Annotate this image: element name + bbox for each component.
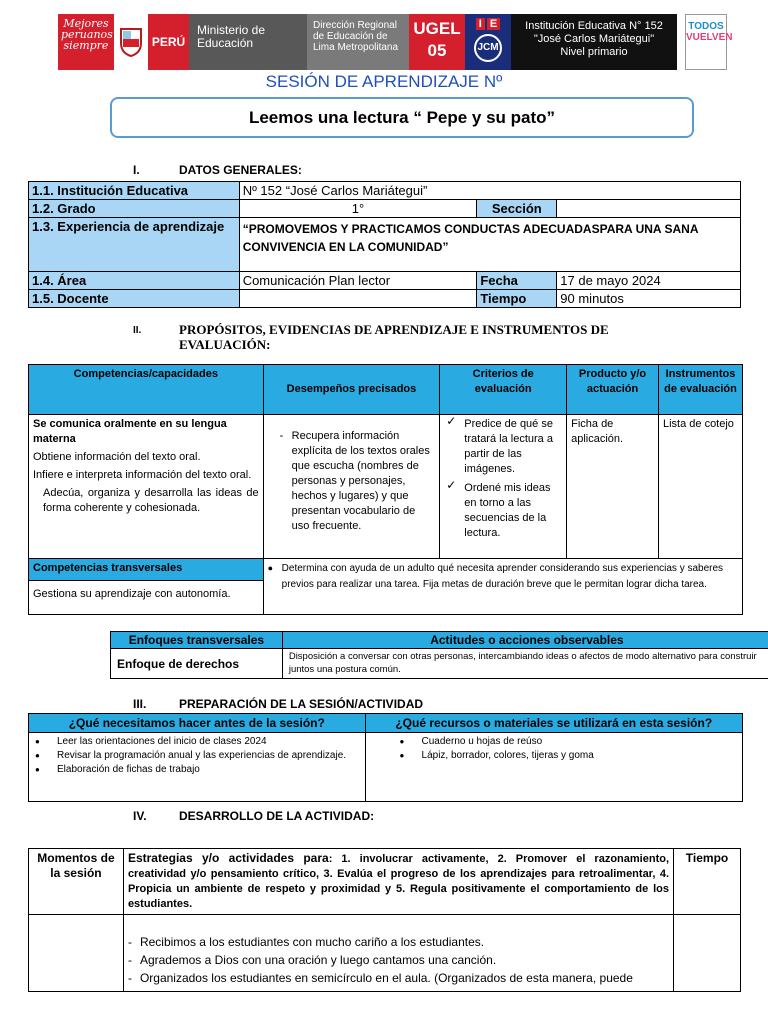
actividad-item: - Organizados los estudiantes en semicírculo en el aula. (Organizados de esta manera, puede bbox=[128, 971, 669, 986]
seccion-value bbox=[557, 200, 741, 218]
vuelven-label: VUELVEN bbox=[686, 32, 733, 43]
institution-block bbox=[511, 14, 677, 70]
section2-heading bbox=[133, 322, 653, 352]
preparacion-table bbox=[28, 713, 743, 802]
exp-value: “PROMOVEMOS Y PRACTICAMOS CONDUCTAS ADECUADASPARA UNA SANA CONVIVENCIA EN LA COMUNIDAD” bbox=[239, 218, 740, 272]
actitud-cell: Disposición a conversar con otras personas, intercambiando ideas o afectos de modo alternativo para construir juntos una postura común. bbox=[282, 649, 768, 679]
competencia-item: Obtiene información del texto oral. bbox=[33, 451, 201, 463]
session-title: SESIÓN DE APRENDIZAJE Nº bbox=[265, 72, 503, 91]
momentos-header: Momentos de la sesión bbox=[29, 849, 124, 915]
transversal-desc-cell bbox=[263, 559, 742, 615]
grado-label: 1.2. Grado bbox=[29, 200, 240, 218]
actividades-cell bbox=[123, 915, 673, 992]
momento-cell bbox=[29, 915, 124, 992]
header-criterios: Criterios de evaluación bbox=[440, 365, 567, 415]
criterio-item: ✓ Ordené mis ideas en torno a las secuencias de la lectura. bbox=[444, 481, 562, 541]
estrategias-header bbox=[123, 849, 673, 915]
ugel-label: UGEL bbox=[413, 19, 461, 38]
section1-heading bbox=[133, 163, 302, 177]
section1-title: DATOS GENERALES: bbox=[179, 163, 302, 177]
section4-heading bbox=[133, 809, 375, 823]
criterio-item: ✓ Predice de qué se tratará la lectura a partir de las imágenes. bbox=[444, 417, 562, 477]
ie-mark: JCM bbox=[474, 34, 502, 62]
competencia-title: Se comunica oralmente en su lengua materna bbox=[33, 418, 227, 445]
antes-cell bbox=[29, 733, 366, 802]
header-instrumentos: Instrumentos de evaluación bbox=[658, 365, 742, 415]
competencias-table bbox=[28, 364, 743, 615]
competencia-cell bbox=[29, 415, 264, 559]
criterios-cell bbox=[440, 415, 567, 559]
tiempo-value: 90 minutos bbox=[557, 290, 741, 308]
header-antes: ¿Qué necesitamos hacer antes de la sesión? bbox=[29, 714, 366, 733]
header-enfoques: Enfoques transversales bbox=[111, 632, 283, 649]
institution-line2: "José Carlos Mariátegui" bbox=[533, 33, 655, 45]
antes-item: ● Elaboración de fichas de trabajo bbox=[33, 763, 361, 777]
inst-value: Nº 152 “José Carlos Mariátegui” bbox=[239, 182, 740, 200]
desarrollo-table bbox=[28, 848, 741, 992]
area-value: Comunicación Plan lector bbox=[239, 272, 477, 290]
header-recursos: ¿Qué recursos o materiales se utilizará en esta sesión? bbox=[365, 714, 742, 733]
transversales-label: Competencias transversales bbox=[29, 559, 264, 581]
estrategias-lead: Estrategias y/o actividades para bbox=[127, 851, 329, 865]
actividad-item: - Agrademos a Dios con una oración y luego cantamos una canción. bbox=[128, 953, 669, 968]
ugel-number: 05 bbox=[427, 41, 447, 60]
tiempo-cell bbox=[674, 915, 741, 992]
recurso-item: ● Lápiz, borrador, colores, tijeras y goma bbox=[398, 749, 738, 763]
docente-label: 1.5. Docente bbox=[29, 290, 240, 308]
instrumento-cell: Lista de cotejo bbox=[658, 415, 742, 559]
ie-letter-e: E bbox=[487, 18, 500, 30]
todos-label: TODOS bbox=[688, 21, 724, 32]
header-desempenos: Desempeños precisados bbox=[263, 365, 440, 415]
tiempo-label: Tiempo bbox=[477, 290, 557, 308]
ie-letter-i: I bbox=[476, 18, 485, 30]
estrategias-rest: : 1. involucrar activamente, 2. Promover el razonamiento, creatividad y/o pensamiento crítico, 3. Evalúa el progreso de los aprendizajes para retroalimentar, 4. Propicia un ambiente de respeto y proximidad y 5. Regula positivamente el comportamiento de los estudiantes. bbox=[127, 853, 670, 910]
section3-title: PREPARACIÓN DE LA SESIÓN/ACTIVIDAD bbox=[179, 697, 424, 711]
header-banner bbox=[58, 14, 753, 70]
enfoque-cell: Enfoque de derechos bbox=[111, 649, 283, 679]
lesson-title: Leemos una lectura “ Pepe y su pato” bbox=[110, 97, 694, 138]
transversal-desc: ● Determina con ayuda de un adulto qué necesita aprender considerando sus experiencias y saberes previos para realizar una tarea. Fija metas de duración breve que le permitan lograr dicha tarea. bbox=[268, 561, 738, 593]
tiempo-header: Tiempo bbox=[674, 849, 741, 915]
grado-value: 1° bbox=[239, 200, 477, 218]
docente-value bbox=[239, 290, 477, 308]
section4-title: DESARROLLO DE LA ACTIVIDAD: bbox=[179, 809, 375, 823]
institution-line1: Institución Educativa N° 152 bbox=[525, 20, 663, 32]
fecha-value: 17 de mayo 2024 bbox=[557, 272, 741, 290]
datos-table bbox=[28, 181, 741, 308]
peru-shield-icon bbox=[114, 14, 148, 70]
section3-num: III. bbox=[133, 697, 147, 711]
header-competencias: Competencias/capacidades bbox=[29, 365, 264, 415]
section3-heading bbox=[133, 697, 424, 711]
todos-vuelven-logo bbox=[685, 14, 733, 70]
section4-num: IV. bbox=[133, 809, 147, 823]
exp-label: 1.3. Experiencia de aprendizaje bbox=[29, 218, 240, 272]
competencia-item: Adecúa, organiza y desarrolla las ideas de forma coherente y cohesionada. bbox=[43, 487, 259, 514]
antes-item: ● Revisar la programación anual y las experiencias de aprendizaje. bbox=[33, 749, 361, 763]
peru-label: PERÚ bbox=[148, 14, 189, 70]
antes-item: ● Leer las orientaciones del inicio de clases 2024 bbox=[33, 735, 361, 749]
dre-logo: Dirección Regional de Educación de Lima Metropolitana bbox=[307, 14, 409, 70]
ie-emblem bbox=[465, 14, 511, 70]
inst-label: 1.1. Institución Educativa bbox=[29, 182, 240, 200]
ugel-logo bbox=[409, 14, 465, 70]
producto-cell: Ficha de aplicación. bbox=[567, 415, 659, 559]
ministerio-logo: Ministerio de Educación bbox=[189, 14, 307, 70]
transversal-cell: Gestiona su aprendizaje con autonomía. bbox=[29, 581, 264, 615]
area-label: 1.4. Área bbox=[29, 272, 240, 290]
competencia-item: Infiere e interpreta información del texto oral. bbox=[33, 469, 252, 481]
recurso-item: ● Cuaderno u hojas de reúso bbox=[398, 735, 738, 749]
desempeno-cell bbox=[263, 415, 440, 559]
actividad-item: - Recibimos a los estudiantes con mucho cariño a los estudiantes. bbox=[128, 935, 669, 950]
section2-title: PROPÓSITOS, EVIDENCIAS DE APRENDIZAJE E INSTRUMENTOS DE EVALUACIÓN: bbox=[179, 322, 609, 352]
enfoques-table bbox=[110, 631, 768, 679]
institution-line3: Nivel primario bbox=[560, 46, 628, 58]
section2-num: II. bbox=[133, 325, 142, 336]
desempeno-item: - Recupera información explícita de los textos orales que escucha (nombres de personas y personajes, hechos y lugares) y que presentan vocabulario de uso frecuente. bbox=[276, 429, 436, 534]
fecha-label: Fecha bbox=[477, 272, 557, 290]
header-actitudes: Actitudes o acciones observables bbox=[282, 632, 768, 649]
seccion-label: Sección bbox=[477, 200, 557, 218]
recursos-cell bbox=[365, 733, 742, 802]
header-producto: Producto y/o actuación bbox=[567, 365, 659, 415]
section1-num: I. bbox=[133, 163, 140, 177]
mejores-peruanos-logo: Mejores peruanos siempre bbox=[58, 14, 114, 70]
